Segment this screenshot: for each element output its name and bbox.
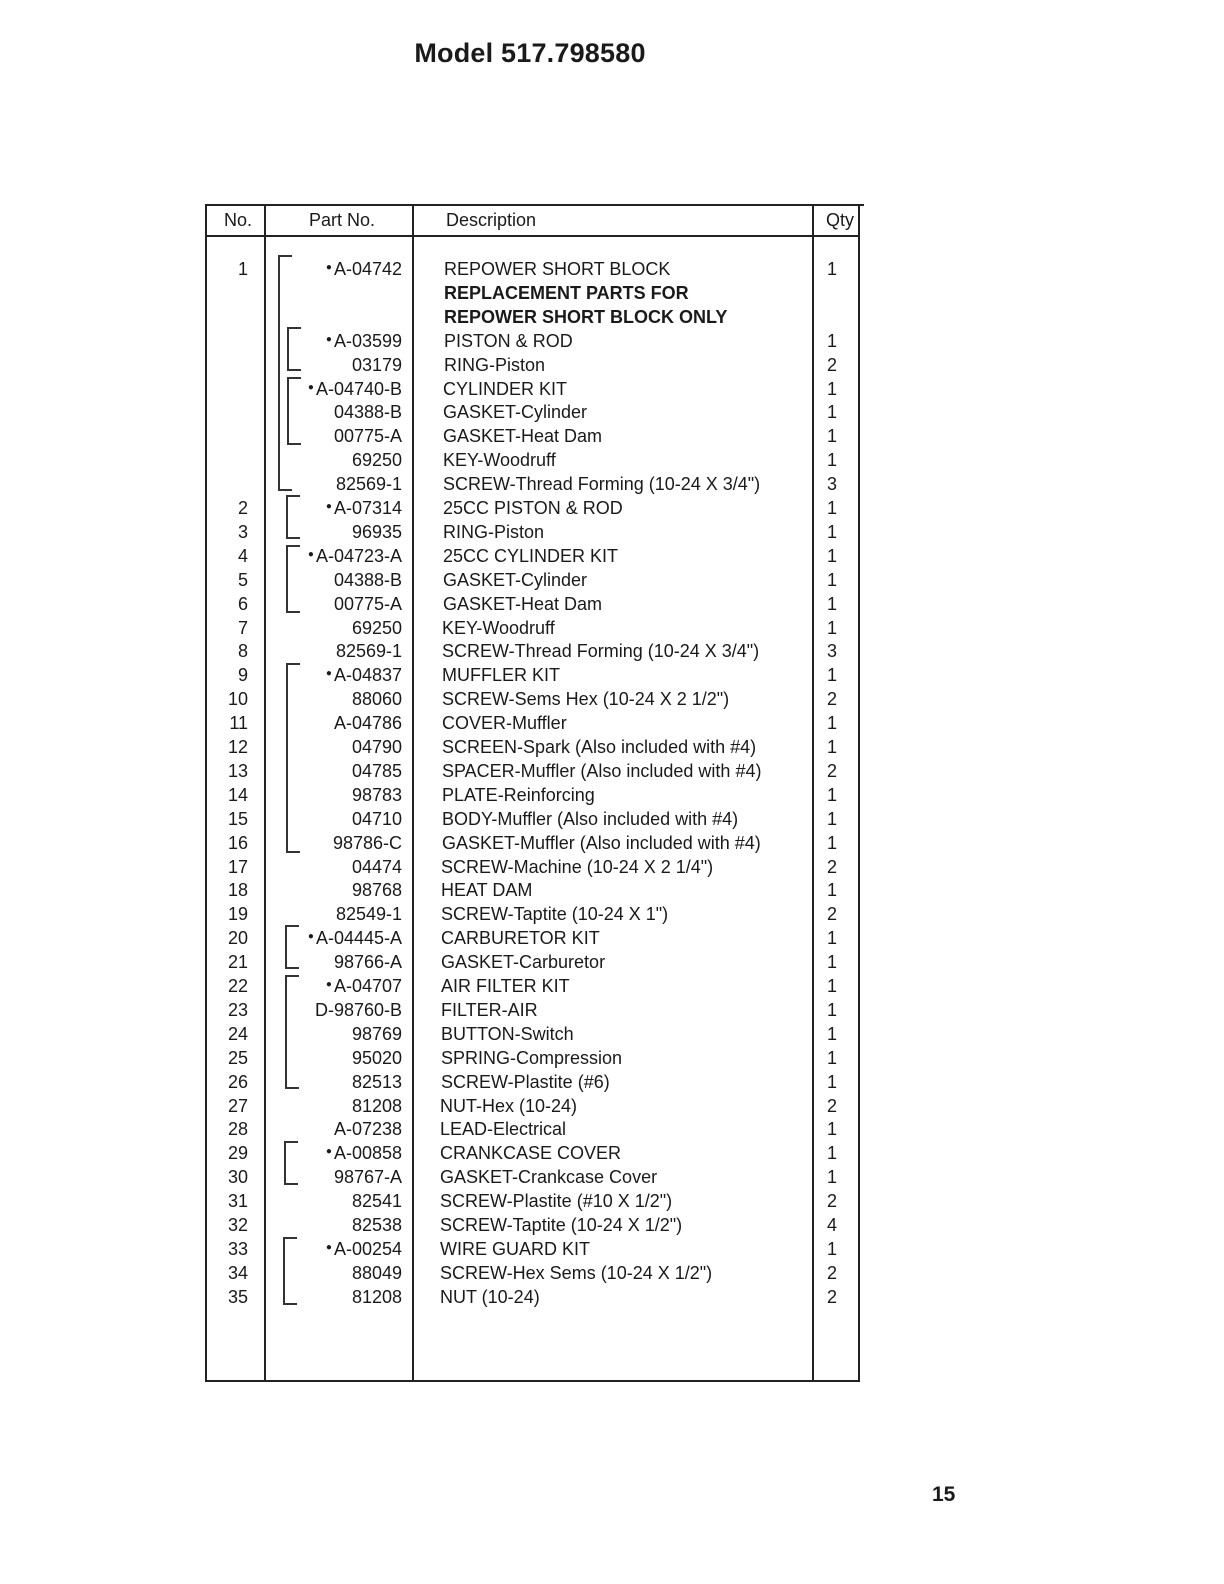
quantity: 2: [826, 904, 837, 925]
part-number: [278, 713, 402, 734]
part-number-text: A-07314: [333, 498, 402, 518]
part-number: [278, 450, 402, 471]
part-number-text: 04785: [351, 760, 402, 781]
item-number: 13: [227, 760, 248, 781]
part-description: CYLINDER KIT: [443, 378, 568, 399]
quantity: 4: [826, 1215, 837, 1235]
table-top-rule: [205, 204, 864, 206]
part-number: [278, 1096, 402, 1117]
part-number-text: A-04723-A: [315, 545, 402, 566]
part-number-text: A-00254: [333, 1238, 402, 1259]
part-number-text: A-07238: [333, 1119, 402, 1140]
quantity: 1: [826, 378, 837, 399]
part-description: NUT (10-24): [440, 1286, 540, 1307]
quantity: 1: [826, 665, 837, 686]
part-description: GASKET-Cylinder: [443, 402, 588, 423]
part-number-text: 98767-A: [333, 1167, 402, 1188]
part-number: [278, 833, 402, 854]
table-row: [0, 1167, 1224, 1191]
item-number: 4: [237, 545, 248, 566]
part-description: GASKET-Crankcase Cover: [440, 1167, 658, 1188]
part-description: SCREW-Taptite (10-24 X 1/2"): [440, 1215, 683, 1235]
table-row: [0, 546, 1224, 570]
part-description: 25CC PISTON & ROD: [443, 498, 623, 518]
table-row: [0, 618, 1224, 642]
table-row: [0, 857, 1224, 881]
part-description: SPRING-Compression: [441, 1047, 623, 1068]
item-number: 19: [227, 904, 248, 925]
part-number-text: 69250: [351, 617, 402, 638]
part-number: [278, 402, 402, 423]
part-description: CRANKCASE COVER: [440, 1143, 622, 1164]
table-row: [0, 785, 1224, 809]
item-number: 1: [237, 259, 248, 279]
table-row: [0, 522, 1224, 546]
part-description: REPLACEMENT PARTS FOR: [444, 282, 689, 303]
part-description: GASKET-Heat Dam: [443, 593, 603, 614]
table-row: [0, 928, 1224, 952]
part-description: BODY-Muffler (Also included with #4): [442, 808, 739, 829]
table-row: [0, 809, 1224, 833]
quantity: 1: [826, 521, 837, 542]
item-number: 11: [229, 713, 248, 734]
item-number: 8: [237, 641, 248, 662]
item-number: 23: [227, 999, 248, 1020]
part-number-text: 00775-A: [333, 593, 402, 614]
item-number: 9: [237, 665, 248, 686]
quantity: 2: [826, 354, 837, 375]
quantity: 2: [826, 1095, 837, 1116]
part-number-text: A-04837: [333, 665, 402, 686]
item-number: 30: [227, 1167, 248, 1188]
part-description: SCREW-Machine (10-24 X 2 1/4"): [441, 856, 714, 877]
item-number: 6: [237, 593, 248, 614]
item-number: 17: [227, 856, 248, 877]
quantity: 1: [826, 784, 837, 805]
quantity: 1: [826, 259, 837, 279]
part-number-text: 04710: [351, 808, 402, 829]
table-row: [0, 307, 1224, 331]
part-number-text: A-04445-A: [315, 928, 402, 949]
table-row: [0, 713, 1224, 737]
kit-bullet-icon: ●: [325, 262, 332, 273]
table-row: [0, 1072, 1224, 1096]
part-number-text: 82549-1: [335, 904, 402, 925]
part-description: SCREW-Plastite (#6): [441, 1071, 610, 1092]
table-row: [0, 402, 1224, 426]
table-row: [0, 570, 1224, 594]
part-description: FILTER-AIR: [441, 999, 538, 1020]
part-number: [278, 546, 402, 567]
kit-bullet-icon: ●: [325, 501, 332, 512]
part-number-text: 03179: [351, 354, 402, 375]
part-number: [278, 737, 402, 758]
part-description: NUT-Hex (10-24): [440, 1095, 578, 1116]
part-description: MUFFLER KIT: [442, 665, 561, 686]
part-number: [278, 761, 402, 782]
item-number: 7: [237, 617, 248, 638]
quantity: 1: [826, 737, 837, 757]
part-number-text: 98786-C: [332, 832, 402, 853]
quantity: 1: [826, 498, 837, 518]
part-number: [278, 259, 402, 280]
quantity: 1: [826, 545, 837, 566]
part-description: COVER-Muffler: [442, 713, 567, 734]
table-row: [0, 665, 1224, 689]
item-number: 5: [237, 569, 248, 590]
part-description: GASKET-Cylinder: [443, 569, 588, 590]
part-number-text: A-04707: [333, 976, 402, 996]
header-qty: Qty: [826, 210, 855, 230]
part-description: GASKET-Carburetor: [441, 952, 606, 973]
kit-bullet-icon: ●: [325, 668, 332, 680]
table-row: [0, 1263, 1224, 1287]
quantity: 1: [826, 928, 837, 949]
kit-bullet-icon: ●: [325, 1241, 332, 1253]
quantity: 1: [826, 880, 837, 901]
part-description: SCREW-Sems Hex (10-24 X 2 1/2"): [442, 689, 730, 710]
part-description: REPOWER SHORT BLOCK ONLY: [444, 306, 728, 327]
part-description: WIRE GUARD KIT: [440, 1238, 591, 1259]
table-row: [0, 450, 1224, 474]
part-number-text: 82538: [351, 1215, 402, 1235]
item-number: 16: [227, 832, 248, 853]
quantity: 1: [826, 999, 837, 1020]
part-number: [278, 809, 402, 830]
part-number-text: 82569-1: [335, 474, 402, 495]
part-number: [278, 522, 402, 543]
part-number-text: 88060: [351, 689, 402, 710]
quantity: 1: [826, 330, 837, 351]
part-number: [278, 880, 402, 901]
quantity: 3: [826, 474, 837, 495]
item-number: 21: [227, 952, 248, 973]
item-number: 14: [227, 784, 248, 805]
part-number: [278, 952, 402, 973]
table-row: [0, 833, 1224, 857]
part-number: [278, 355, 402, 376]
part-number: [278, 1143, 402, 1164]
table-row: [0, 641, 1224, 665]
part-description: RING-Piston: [444, 354, 546, 375]
item-number: 35: [227, 1286, 248, 1307]
item-number: 26: [227, 1071, 248, 1092]
table-row: [0, 904, 1224, 928]
item-number: 20: [227, 928, 248, 949]
part-number: [278, 689, 402, 710]
part-number-text: A-04740-B: [315, 378, 402, 399]
part-number-text: 98783: [351, 784, 402, 805]
part-description: SCREW-Hex Sems (10-24 X 1/2"): [440, 1262, 713, 1283]
part-description: PLATE-Reinforcing: [442, 784, 595, 805]
part-number: [278, 498, 402, 519]
part-number: [278, 928, 402, 949]
part-description: KEY-Woodruff: [442, 617, 555, 638]
quantity: 1: [826, 1071, 837, 1092]
quantity: 2: [826, 1286, 837, 1307]
part-number-text: 04790: [351, 737, 402, 757]
item-number: 3: [237, 521, 248, 542]
part-number: [278, 904, 402, 925]
part-number-text: 82569-1: [335, 641, 402, 662]
part-description: LEAD-Electrical: [440, 1119, 567, 1140]
part-number-text: A-03599: [333, 330, 402, 351]
quantity: 1: [826, 450, 837, 471]
table-row: [0, 1215, 1224, 1239]
item-number: 32: [227, 1215, 248, 1235]
part-description: SCREW-Plastite (#10 X 1/2"): [440, 1191, 673, 1212]
part-number: [278, 474, 402, 495]
item-number: 15: [227, 808, 248, 829]
quantity: 1: [826, 808, 837, 829]
part-description: REPOWER SHORT BLOCK: [444, 259, 671, 279]
part-description: RING-Piston: [443, 521, 545, 542]
quantity: 1: [826, 617, 837, 638]
part-number: [278, 1215, 402, 1236]
part-number: [278, 379, 402, 400]
table-row: [0, 283, 1224, 307]
table-row: [0, 880, 1224, 904]
quantity: 1: [826, 593, 837, 614]
part-number: [278, 1263, 402, 1284]
part-number-text: 95020: [351, 1047, 402, 1068]
part-number: [278, 1167, 402, 1188]
table-row: [0, 426, 1224, 450]
part-number: [278, 785, 402, 806]
quantity: 2: [826, 689, 837, 710]
part-number-text: A-00858: [333, 1143, 402, 1164]
part-description: CARBURETOR KIT: [441, 928, 600, 949]
part-number: [278, 426, 402, 447]
item-number: 34: [227, 1262, 248, 1283]
part-number-text: 82541: [351, 1191, 402, 1212]
kit-bullet-icon: ●: [307, 381, 314, 393]
quantity: 1: [826, 426, 837, 447]
part-number: [278, 1048, 402, 1069]
table-row: [0, 498, 1224, 522]
part-description: SCREW-Taptite (10-24 X 1"): [441, 904, 669, 925]
part-number-text: A-04742: [333, 259, 402, 279]
table-row: [0, 1143, 1224, 1167]
quantity: 2: [826, 1191, 837, 1212]
page-title: Model 517.798580: [414, 38, 646, 68]
quantity: 1: [826, 569, 837, 590]
kit-bullet-icon: ●: [307, 548, 314, 560]
part-number: [278, 641, 402, 662]
table-row: [0, 1048, 1224, 1072]
part-description: BUTTON-Switch: [441, 1023, 574, 1044]
part-number-text: 00775-A: [333, 426, 402, 447]
part-number: [278, 1239, 402, 1260]
item-number: 22: [227, 976, 248, 996]
part-description: SCREW-Thread Forming (10-24 X 3/4"): [442, 641, 760, 662]
part-description: PISTON & ROD: [444, 330, 573, 351]
quantity: 1: [826, 832, 837, 853]
part-number-text: 69250: [351, 450, 402, 471]
part-description: 25CC CYLINDER KIT: [443, 545, 619, 566]
part-number-text: A-04786: [333, 713, 402, 734]
part-description: SPACER-Muffler (Also included with #4): [442, 760, 762, 781]
part-number-text: 04388-B: [333, 569, 402, 590]
item-number: 29: [227, 1143, 248, 1164]
part-number: [278, 976, 402, 997]
table-row: [0, 259, 1224, 283]
quantity: 1: [826, 952, 837, 973]
item-number: 33: [227, 1238, 248, 1259]
table-row: [0, 1000, 1224, 1024]
quantity: 1: [826, 1167, 837, 1188]
page-number: 15: [932, 1483, 956, 1506]
quantity: 1: [826, 713, 837, 734]
item-number: 12: [227, 737, 248, 757]
quantity: 1: [826, 1023, 837, 1044]
part-number-text: 81208: [351, 1095, 402, 1116]
table-header-rule: [205, 235, 860, 237]
table-row: [0, 976, 1224, 1000]
table-row: [0, 1024, 1224, 1048]
quantity: 1: [826, 402, 837, 423]
item-number: 24: [227, 1023, 248, 1044]
quantity: 1: [826, 976, 837, 996]
header-no: No.: [224, 210, 253, 230]
header-description: Description: [446, 210, 537, 230]
table-row: [0, 1119, 1224, 1143]
part-description: SCREW-Thread Forming (10-24 X 3/4"): [443, 474, 761, 495]
part-description: SCREEN-Spark (Also included with #4): [442, 737, 757, 757]
table-row: [0, 1287, 1224, 1311]
table-row: [0, 737, 1224, 761]
part-number: [278, 331, 402, 352]
part-description: HEAT DAM: [441, 880, 533, 901]
item-number: 18: [227, 880, 248, 901]
part-number-text: 04388-B: [333, 402, 402, 423]
item-number: 28: [227, 1119, 248, 1140]
part-number-text: 98766-A: [333, 952, 402, 973]
part-number: [278, 1000, 402, 1021]
part-description: AIR FILTER KIT: [441, 976, 570, 996]
header-part-no: Part No.: [309, 210, 376, 230]
part-description: KEY-Woodruff: [443, 450, 556, 471]
part-number: [278, 1072, 402, 1093]
part-number: [278, 1287, 402, 1308]
table-row: [0, 1096, 1224, 1120]
quantity: 2: [826, 856, 837, 877]
part-number-text: 98768: [351, 880, 402, 901]
quantity: 1: [826, 1119, 837, 1140]
part-number-text: 98769: [351, 1023, 402, 1044]
part-number-text: D-98760-B: [314, 999, 402, 1020]
item-number: 27: [227, 1095, 248, 1116]
table-row: [0, 355, 1224, 379]
quantity: 3: [826, 641, 837, 662]
part-number-text: 04474: [351, 856, 402, 877]
part-number-text: 81208: [351, 1286, 402, 1307]
item-number: 10: [227, 689, 248, 710]
table-row: [0, 594, 1224, 618]
part-number: [278, 665, 402, 686]
table-row: [0, 1191, 1224, 1215]
part-number: [278, 1119, 402, 1140]
part-number: [278, 618, 402, 639]
quantity: 2: [826, 1262, 837, 1283]
kit-bullet-icon: ●: [325, 979, 332, 990]
item-number: 2: [237, 498, 248, 518]
part-number: [278, 1024, 402, 1045]
part-number-text: 88049: [351, 1262, 402, 1283]
quantity: 1: [826, 1143, 837, 1164]
part-number-text: 96935: [351, 521, 402, 542]
quantity: 2: [826, 760, 837, 781]
quantity: 1: [826, 1238, 837, 1259]
table-row: [0, 761, 1224, 785]
quantity: 1: [826, 1047, 837, 1068]
item-number: 25: [227, 1047, 248, 1068]
table-row: [0, 1239, 1224, 1263]
part-number: [278, 570, 402, 591]
part-number: [278, 857, 402, 878]
table-row: [0, 952, 1224, 976]
table-row: [0, 474, 1224, 498]
part-number-text: 82513: [351, 1071, 402, 1092]
kit-bullet-icon: ●: [325, 333, 332, 345]
table-row: [0, 379, 1224, 403]
part-number: [278, 594, 402, 615]
item-number: 31: [227, 1191, 248, 1212]
table-row: [0, 689, 1224, 713]
kit-bullet-icon: ●: [307, 931, 314, 943]
part-description: GASKET-Heat Dam: [443, 426, 603, 447]
kit-bullet-icon: ●: [325, 1146, 332, 1158]
part-number: [278, 1191, 402, 1212]
table-row: [0, 331, 1224, 355]
part-description: GASKET-Muffler (Also included with #4): [442, 832, 761, 853]
